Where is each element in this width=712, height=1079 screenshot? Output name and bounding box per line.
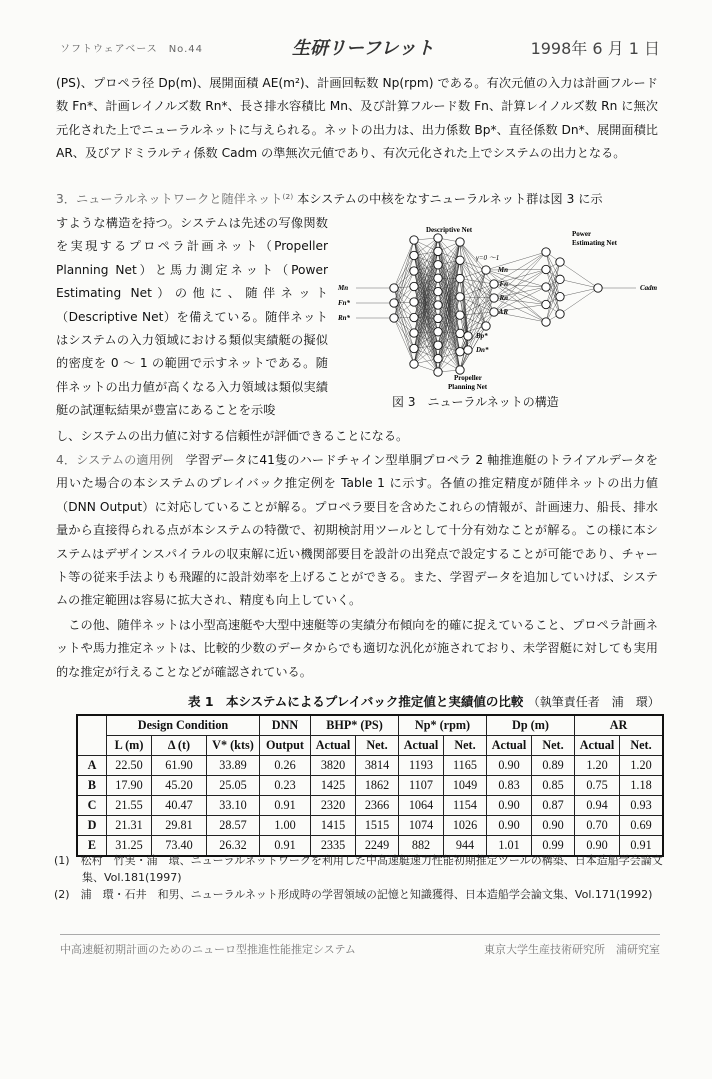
node-label: Fn: [499, 280, 508, 288]
footer-lab-name: 東京大学生産技術研究所 浦研究室: [484, 943, 660, 956]
table-row: [77, 796, 663, 816]
section3-first-line: [56, 188, 658, 211]
output-neuron: [464, 332, 472, 340]
table-cell: 1049: [444, 776, 487, 796]
hidden-neuron: [434, 274, 442, 282]
sub-header-cell: Output: [260, 736, 311, 756]
section3-end: し、システムの出力値に対する信頼性が評価できることになる。: [56, 429, 409, 443]
mid-neuron: [482, 266, 490, 274]
page-footer: [60, 934, 660, 957]
table-cell: 1.20: [620, 756, 664, 776]
hidden-neuron: [434, 301, 442, 309]
table-cell: 45.20: [152, 776, 207, 796]
section4-paragraph: [56, 449, 658, 613]
reference-item: (2) 浦 環・石井 和男、ニューラルネット形成時の学習領域の記憶と知識獲得、日本造船学会論文集、Vol.171(1992): [54, 888, 653, 901]
sub-header-cell: Net.: [532, 736, 575, 756]
table-cell: 0.90: [487, 756, 532, 776]
propeller-net-label-line2: Planning Net: [448, 383, 488, 391]
table-cell: 0.70: [575, 816, 620, 836]
mid-neuron: [482, 322, 490, 330]
node-label: Bp*: [476, 332, 488, 340]
propeller-net-label-line1: Propeller: [454, 374, 482, 382]
row-label-cell: E: [77, 836, 107, 857]
table-cell: 21.31: [107, 816, 152, 836]
table-cell: 0.89: [532, 756, 575, 776]
hidden-neuron: [410, 313, 418, 321]
hidden-neuron: [456, 348, 464, 356]
row-label-cell: C: [77, 796, 107, 816]
dp-header: Dp (m): [487, 715, 575, 736]
node-label: Mn: [338, 284, 349, 292]
bhp-header: BHP* (PS): [311, 715, 399, 736]
table-cell: 0.23: [260, 776, 311, 796]
hidden-neuron: [410, 236, 418, 244]
results-table: [76, 714, 664, 857]
table-sub-header-row: [77, 736, 663, 756]
table-cell: 882: [399, 836, 444, 857]
intro-paragraph: (PS)、プロペラ径 Dp(m)、展開面積 AE(m²)、計画回転数 Np(rpm) である。有次元値の入力は計画フルード数 Fn*、計画レイノルズ数 Rn*、長さ排水容積比 Mn、及び計算フルード数 Fn、計算レイノルズ数 Rn に無次元化された上でニューラルネットに与えられる。ネットの出力は、出力係数 Bp*、直径係数 Dn*、展開面積比 AR、及びアドミラルティ係数 Cadm の準無次元値であり、有次元化された上でシステムの出力となる。: [56, 76, 658, 161]
table-cell: 3820: [311, 756, 356, 776]
table-cell: 1074: [399, 816, 444, 836]
table-row: [77, 776, 663, 796]
table-cell: 944: [444, 836, 487, 857]
table-cell: 1.00: [260, 816, 311, 836]
hidden-neuron: [410, 267, 418, 275]
table-cell: 1154: [444, 796, 487, 816]
table-author: （執筆責任者 浦 環）: [527, 695, 660, 709]
dnn-header: DNN: [260, 715, 311, 736]
sub-header-cell: Actual: [575, 736, 620, 756]
table-cell: 1425: [311, 776, 356, 796]
node-label: Mn: [497, 266, 508, 274]
table-cell: 2249: [356, 836, 399, 857]
table-cell: 33.89: [207, 756, 260, 776]
section3-heading: 3．ニューラルネットワークと随伴ネット⁽²⁾: [56, 192, 294, 206]
sub-header-cell: Δ (t): [152, 736, 207, 756]
power-neuron: [556, 310, 564, 318]
table-cell: 40.47: [152, 796, 207, 816]
node-label: Dn*: [476, 346, 489, 354]
hidden-neuron: [456, 274, 464, 282]
table-cell: 25.05: [207, 776, 260, 796]
hidden-neuron: [434, 368, 442, 376]
table-cell: 0.85: [532, 776, 575, 796]
hidden-neuron: [434, 247, 442, 255]
power-net-label-line1: Power: [572, 230, 592, 238]
node-label: Fn*: [338, 299, 351, 307]
hidden-neuron: [434, 328, 442, 336]
section3-body: すような構造を持つ。システムは先述の写像関数を実現するプロペラ計画ネット（Propeller Planning Net）と馬力測定ネット（Power Estimating Net）の他に、随伴ネット（Descriptive Net）を備えている。随伴ネットはシステムの入力領域における類似実績艇の擬似的密度を 0 ～ 1 の範囲で示すネットである。随伴ネットの出力値が高くなる入力領域は類似実績艇の試運転結果が豊富にあることを示唆: [56, 216, 328, 418]
sub-header-cell: Net.: [620, 736, 664, 756]
table-cell: 0.99: [532, 836, 575, 857]
figure-caption: 図 3 ニューラルネットの構造: [392, 395, 559, 409]
hidden-neuron: [456, 256, 464, 264]
hidden-neuron: [410, 344, 418, 352]
sub-header-cell: Actual: [487, 736, 532, 756]
hidden-neuron: [410, 329, 418, 337]
sub-header-cell: Net.: [444, 736, 487, 756]
table-cell: 1165: [444, 756, 487, 776]
descriptive-net-label: Descriptive Net: [426, 226, 473, 234]
hidden-neuron: [456, 293, 464, 301]
hidden-neuron: [434, 234, 442, 242]
sub-header-cell: V* (kts): [207, 736, 260, 756]
node-label: Rn*: [338, 314, 351, 322]
node-label: AR: [498, 308, 508, 316]
table-cell: 2335: [311, 836, 356, 857]
leaflet-title: 生研リーフレット: [292, 38, 435, 59]
row-label-cell: A: [77, 756, 107, 776]
page-header: [60, 36, 660, 60]
hidden-neuron: [410, 298, 418, 306]
table-cell: 17.90: [107, 776, 152, 796]
table-cell: 73.40: [152, 836, 207, 857]
table-cell: 0.93: [620, 796, 664, 816]
hidden-neuron: [434, 287, 442, 295]
section4-heading: 4．システムの適用例: [56, 453, 174, 467]
table-cell: 1107: [399, 776, 444, 796]
ar-header: AR: [575, 715, 664, 736]
table-cell: 1.01: [487, 836, 532, 857]
mid-neuron: [490, 308, 498, 316]
empty-corner-cell: [77, 715, 107, 756]
node-label: Cadm: [640, 284, 658, 292]
node-label: Rn: [499, 294, 508, 302]
table-cell: 0.87: [532, 796, 575, 816]
hidden-neuron: [410, 282, 418, 290]
power-neuron: [556, 292, 564, 300]
table-cell: 29.81: [152, 816, 207, 836]
neural-net-figure: [336, 222, 666, 392]
sub-header-cell: L (m): [107, 736, 152, 756]
mid-neuron: [490, 294, 498, 302]
closing-paragraph: この他、随伴ネットは小型高速艇や大型中速艇等の実績分布傾向を的確に捉えていること、プロペラ計画ネットや馬力推定ネットは、比較的少数のデータからでも適切な汎化が施されており、未学習艇に対しても実用的な推定が行えることなどが確認されている。: [56, 618, 658, 679]
table-cell: 0.91: [260, 836, 311, 857]
hidden-neuron: [434, 354, 442, 362]
hidden-neuron: [434, 341, 442, 349]
hidden-neuron: [434, 261, 442, 269]
hidden-neuron: [410, 251, 418, 259]
table-cell: 0.91: [620, 836, 664, 857]
table-row: [77, 756, 663, 776]
hidden-neuron: [390, 284, 398, 292]
power-neuron: [542, 283, 550, 291]
table-cell: 1515: [356, 816, 399, 836]
power-neuron: [542, 318, 550, 326]
references: [54, 852, 664, 903]
cadm-neuron: [594, 284, 602, 292]
power-neuron: [556, 275, 564, 283]
series-label: ソフトウェアベース No.44: [60, 44, 204, 55]
hidden-neuron: [390, 299, 398, 307]
table-cell: 1064: [399, 796, 444, 816]
table-group-header-row: [77, 715, 663, 736]
table-cell: 0.90: [487, 816, 532, 836]
hidden-neuron: [456, 329, 464, 337]
table-cell: 0.94: [575, 796, 620, 816]
table-cell: 31.25: [107, 836, 152, 857]
table-cell: 2366: [356, 796, 399, 816]
table-cell: 1026: [444, 816, 487, 836]
row-label-cell: D: [77, 816, 107, 836]
power-neuron: [542, 265, 550, 273]
hidden-neuron: [456, 366, 464, 374]
table-cell: 0.75: [575, 776, 620, 796]
power-net-label-line2: Estimating Net: [572, 239, 617, 247]
power-neuron: [542, 248, 550, 256]
table-cell: 2320: [311, 796, 356, 816]
table-cell: 3814: [356, 756, 399, 776]
hidden-neuron: [434, 314, 442, 322]
table-title: 表 1 本システムによるプレイバック推定値と実績値の比較: [188, 694, 524, 709]
reference-item: (1) 松村 竹実・浦 環、ニューラルネットワークを利用した中高速艇速力性能初期推定ツールの構築、日本造船学会論文集、Vol.181(1997): [54, 854, 663, 884]
table-cell: 1862: [356, 776, 399, 796]
table-row: [77, 816, 663, 836]
table-cell: 26.32: [207, 836, 260, 857]
table-cell: 0.26: [260, 756, 311, 776]
table-cell: 1415: [311, 816, 356, 836]
table-cell: 1.18: [620, 776, 664, 796]
table-cell: 21.55: [107, 796, 152, 816]
issue-date: 1998年 6 月 1 日: [530, 39, 660, 58]
table-cell: 28.57: [207, 816, 260, 836]
table-cell: 0.69: [620, 816, 664, 836]
table-cell: 1.20: [575, 756, 620, 776]
hidden-neuron: [456, 238, 464, 246]
hidden-neuron: [410, 360, 418, 368]
table-cell: 1193: [399, 756, 444, 776]
np-header: Np* (rpm): [399, 715, 487, 736]
table-cell: 0.91: [260, 796, 311, 816]
power-neuron: [556, 258, 564, 266]
footer-system-name: 中高速艇初期計画のためのニューロ型推進性能推定システム: [60, 943, 356, 956]
section4-text: 学習データに41隻のハードチャイン型単胴プロペラ 2 軸推進艇のトライアルデータを用いた場合の本システムのプレイバック推定例を Table 1 に示す。各値の推定精度が随伴ネットの出力値（DNN Output）に対応していることが解る。プロペラ要目を含めたこれらの情報が、計画速力、船長、排水量から直接得られる点が本システムの特徴で、初期検討用ツールとして十分有効なことが解る。この様に本システムはデザインスパイラルの収束解に近い機関部要目を設計の出発点で設定することが可能であり、チャート等の従来手法よりも飛躍的に設計効率を上げることができる。また、学習データを追加していけば、システムの推定範囲は容易に拡大され、精度も向上していく。: [56, 453, 658, 608]
table-cell: 0.83: [487, 776, 532, 796]
table-cell: 22.50: [107, 756, 152, 776]
power-neuron: [542, 300, 550, 308]
table-cell: 61.90: [152, 756, 207, 776]
table-cell: 0.90: [487, 796, 532, 816]
sub-header-cell: Actual: [311, 736, 356, 756]
sub-header-cell: Net.: [356, 736, 399, 756]
output-neuron: [464, 346, 472, 354]
row-label-cell: B: [77, 776, 107, 796]
design-condition-header: Design Condition: [107, 715, 260, 736]
section3-first-text: 本システムの中核をなすニューラルネット群は図 3 に示: [297, 192, 603, 206]
table-cell: 33.10: [207, 796, 260, 816]
hidden-neuron: [390, 314, 398, 322]
table-caption: [188, 692, 660, 710]
sub-header-cell: Actual: [399, 736, 444, 756]
gamma-label: γ=0 ～1: [476, 254, 500, 262]
mid-neuron: [490, 280, 498, 288]
hidden-neuron: [456, 311, 464, 319]
table-cell: 0.90: [575, 836, 620, 857]
table-cell: 0.90: [532, 816, 575, 836]
